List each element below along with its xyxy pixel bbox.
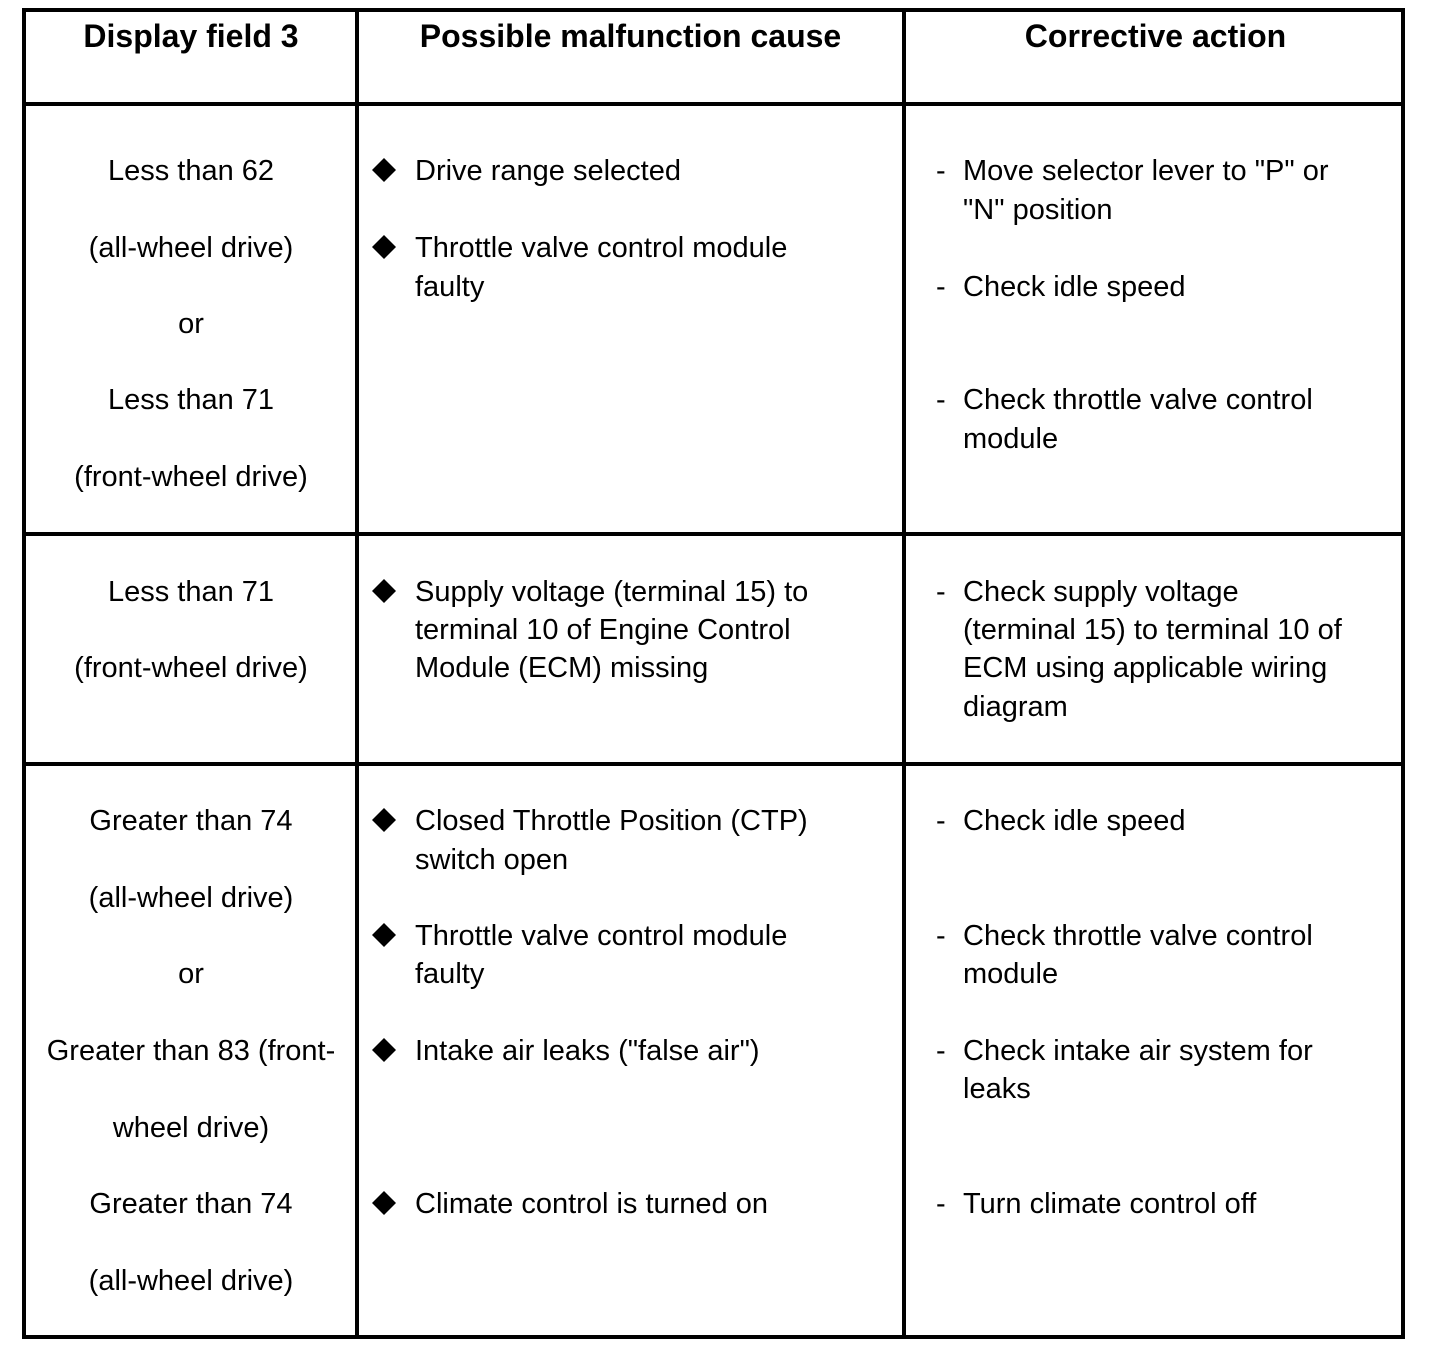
row3-cause-line: faulty (415, 958, 485, 990)
row3-display-line: Greater than 74 (89, 1188, 293, 1220)
diamond-bullet-icon (372, 1191, 396, 1215)
row3-cause-line: Throttle valve control module (415, 920, 788, 952)
row1-action-line: "N" position (963, 194, 1113, 226)
diamond-bullet-icon (372, 923, 396, 947)
row1-display-line: (all-wheel drive) (88, 232, 294, 264)
diamond-bullet-icon (372, 808, 396, 832)
row2-action-line: diagram (963, 691, 1068, 723)
row2-action-line: ECM using applicable wiring (963, 652, 1328, 684)
row1-cause-line: Throttle valve control module (415, 232, 788, 264)
row3-cause-line: Closed Throttle Position (CTP) (415, 805, 808, 837)
diagnostic-table (22, 8, 1405, 1339)
row3-action-line: Check idle speed (963, 805, 1186, 837)
row3-cause-line: Intake air leaks ("false air") (415, 1035, 760, 1067)
row2-cause-line: terminal 10 of Engine Control (415, 614, 791, 646)
dash-bullet: - (936, 576, 946, 608)
row-divider-2 (26, 762, 1401, 766)
row3-cause-line: Climate control is turned on (415, 1188, 768, 1220)
row3-action-line: Turn climate control off (963, 1188, 1257, 1220)
row1-display-line: Less than 62 (107, 155, 275, 187)
diamond-bullet-icon (372, 158, 396, 182)
column-divider-2 (902, 12, 906, 1335)
row2-action-line: Check supply voltage (963, 576, 1239, 608)
row3-display-line: (all-wheel drive) (88, 1265, 294, 1297)
dash-bullet: - (936, 155, 946, 187)
row2-display-line: Less than 71 (107, 576, 275, 608)
row1-display-line: Less than 71 (107, 384, 275, 416)
row1-action-line: Check throttle valve control (963, 384, 1313, 416)
row3-action-line: Check throttle valve control (963, 920, 1313, 952)
row-divider-header (26, 102, 1401, 106)
row1-display-line: (front-wheel drive) (74, 461, 308, 493)
row1-cause-line: Drive range selected (415, 155, 681, 187)
row1-action-line: Move selector lever to "P" or (963, 155, 1329, 187)
row3-action-line: module (963, 958, 1059, 990)
row3-display-line: (all-wheel drive) (88, 882, 294, 914)
row2-action-line: (terminal 15) to terminal 10 of (963, 614, 1342, 646)
header-corrective-action: Corrective action (1024, 18, 1287, 54)
dash-bullet: - (936, 271, 946, 303)
row2-cause-line: Supply voltage (terminal 15) to (415, 576, 809, 608)
row1-display-line: or (178, 308, 204, 340)
dash-bullet: - (936, 805, 946, 837)
row3-cause-line: switch open (415, 844, 569, 876)
row3-action-line: Check intake air system for (963, 1035, 1313, 1067)
diamond-bullet-icon (372, 1038, 396, 1062)
row3-display-line: or (178, 958, 204, 990)
header-malfunction-cause: Possible malfunction cause (419, 18, 842, 54)
header-display-field: Display field 3 (83, 18, 299, 54)
dash-bullet: - (936, 1035, 946, 1067)
diamond-bullet-icon (372, 579, 396, 603)
row1-cause-line: faulty (415, 271, 485, 303)
row2-cause-line: Module (ECM) missing (415, 652, 709, 684)
dash-bullet: - (936, 920, 946, 952)
row3-display-line: Greater than 83 (front- (46, 1035, 336, 1067)
row3-display-line: wheel drive) (112, 1112, 270, 1144)
dash-bullet: - (936, 384, 946, 416)
dash-bullet: - (936, 1188, 946, 1220)
row2-display-line: (front-wheel drive) (74, 652, 308, 684)
row1-action-line: module (963, 423, 1059, 455)
row-divider-1 (26, 532, 1401, 536)
row3-display-line: Greater than 74 (89, 805, 293, 837)
row1-action-line: Check idle speed (963, 271, 1186, 303)
diamond-bullet-icon (372, 235, 396, 259)
row3-action-line: leaks (963, 1073, 1031, 1105)
